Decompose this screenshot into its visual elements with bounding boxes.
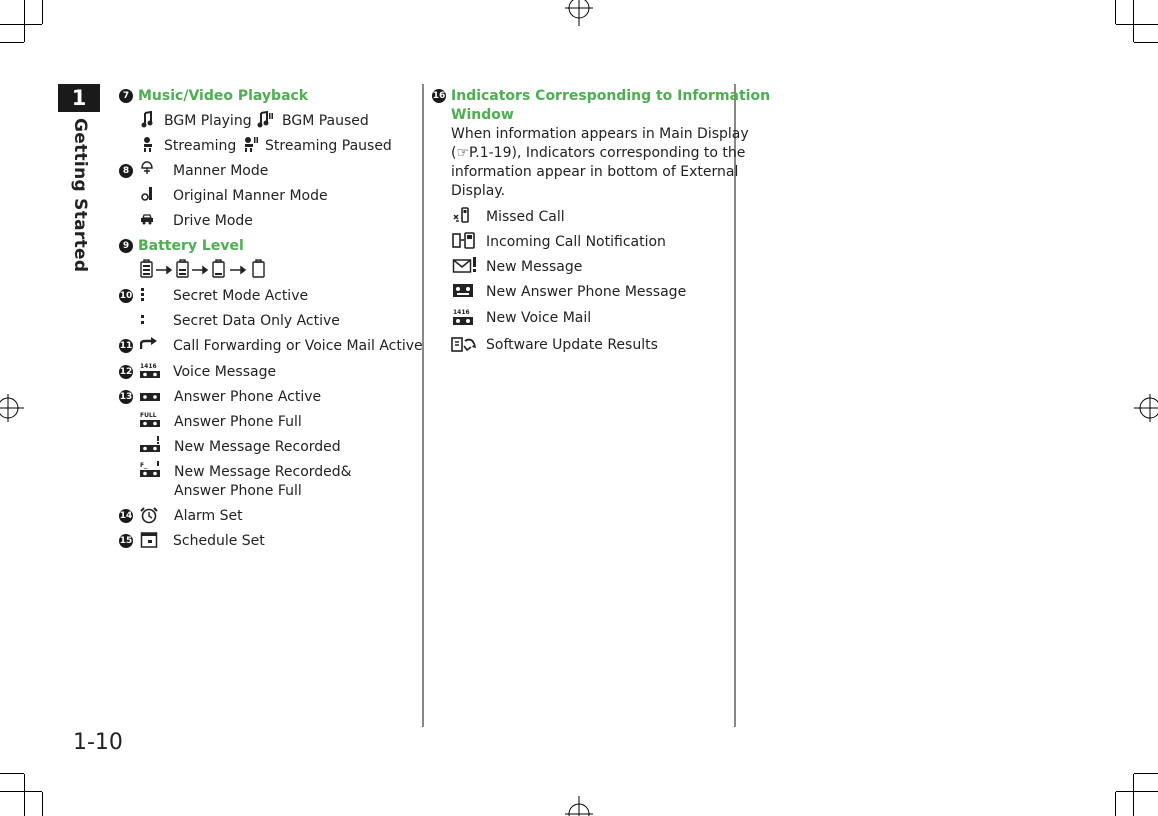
indicator-label: Answer Phone Full: [174, 483, 302, 499]
indicator-label: Missed Call: [486, 209, 565, 225]
manner-mode-icon: [140, 161, 154, 177]
column-divider: [734, 84, 736, 727]
page-number: 1-10: [73, 730, 123, 755]
indicator-label: Drive Mode: [173, 213, 253, 229]
new-message-icon: [452, 257, 478, 274]
indicator-label: New Message Recorded&: [174, 464, 352, 480]
alarm-clock-icon: [139, 506, 159, 524]
item-number: 13: [119, 392, 133, 402]
indicator-label: Answer Phone Active: [174, 389, 322, 405]
streaming-paused-icon: [241, 136, 258, 153]
music-note-paused-icon: [257, 111, 273, 128]
secret-data-icon: [140, 314, 146, 326]
answer-phone-icon: [139, 392, 161, 402]
description-line: information appear in bottom of External: [451, 164, 739, 180]
battery-level-sequence-icon: [140, 259, 270, 279]
column-divider: [422, 84, 424, 727]
secret-mode-icon: [140, 287, 146, 303]
incoming-call-notification-icon: [452, 232, 476, 249]
new-voice-mail-icon: [452, 308, 474, 327]
car-icon: [140, 213, 154, 225]
item-number: 16: [432, 91, 446, 101]
new-message-recorded-icon: [139, 436, 161, 453]
indicator-label: New Voice Mail: [486, 310, 592, 326]
call-forwarding-icon: [140, 337, 158, 351]
original-manner-mode-icon: [140, 186, 154, 202]
svg-text:1416: 1416: [453, 309, 470, 316]
calendar-icon: [140, 531, 158, 549]
svg-text:1416: 1416: [140, 363, 157, 370]
indicator-label: Secret Mode Active: [173, 288, 309, 304]
voice-message-icon: [139, 362, 161, 379]
item-number: 7: [119, 89, 133, 103]
section-heading: Indicators Corresponding to Information: [451, 88, 771, 104]
indicator-label: BGM Playing: [164, 113, 252, 129]
indicator-label: Answer Phone Full: [174, 414, 302, 430]
streaming-icon: [140, 136, 156, 153]
section-heading: Music/Video Playback: [138, 88, 309, 104]
indicator-label: New Message Recorded: [174, 439, 341, 455]
indicator-label: Alarm Set: [174, 508, 243, 524]
indicator-label: Voice Message: [173, 364, 277, 380]
indicator-label: Incoming Call Notification: [486, 234, 666, 250]
indicator-label: BGM Paused: [282, 113, 369, 129]
item-number: 11: [119, 341, 133, 351]
registration-mark-bottom: [561, 796, 597, 816]
svg-text:FULL: FULL: [140, 412, 157, 419]
item-number: 14: [119, 511, 133, 521]
indicator-label: Streaming Paused: [265, 138, 392, 154]
indicator-label: New Answer Phone Message: [486, 284, 687, 300]
software-update-icon: [451, 336, 477, 353]
missed-call-icon: [453, 207, 471, 224]
indicator-label: Call Forwarding or Voice Mail Active: [173, 338, 423, 354]
svg-text:F_: F_: [140, 462, 148, 469]
new-answer-phone-message-icon: [452, 283, 474, 298]
section-heading-cont: Window: [451, 107, 514, 123]
answer-phone-full-icon: [139, 411, 161, 428]
item-number: 8: [119, 164, 133, 178]
new-message-full-icon: [139, 461, 161, 478]
indicator-label: Secret Data Only Active: [173, 313, 340, 329]
item-number: 12: [119, 367, 133, 377]
registration-mark-top: [561, 0, 597, 36]
registration-mark-left: [0, 390, 24, 426]
indicator-label: Original Manner Mode: [173, 188, 328, 204]
indicator-label: Schedule Set: [173, 533, 265, 549]
description-line: Display.: [451, 183, 506, 199]
indicator-label: New Message: [486, 259, 583, 275]
description-line: When information appears in Main Display: [451, 126, 749, 142]
item-number: 15: [119, 536, 133, 546]
chapter-title: Getting Started: [70, 118, 90, 273]
indicator-label: Manner Mode: [173, 163, 269, 179]
item-number: 9: [119, 239, 133, 253]
chapter-number: 1: [58, 84, 100, 112]
music-note-icon: [141, 111, 153, 128]
indicator-label: Streaming: [164, 138, 237, 154]
registration-mark-right: [1134, 390, 1158, 426]
item-number: 10: [119, 291, 133, 301]
description-line: (☞P.1-19), Indicators corresponding to the: [451, 145, 746, 161]
indicator-label: Software Update Results: [486, 337, 658, 353]
section-heading: Battery Level: [138, 238, 244, 254]
